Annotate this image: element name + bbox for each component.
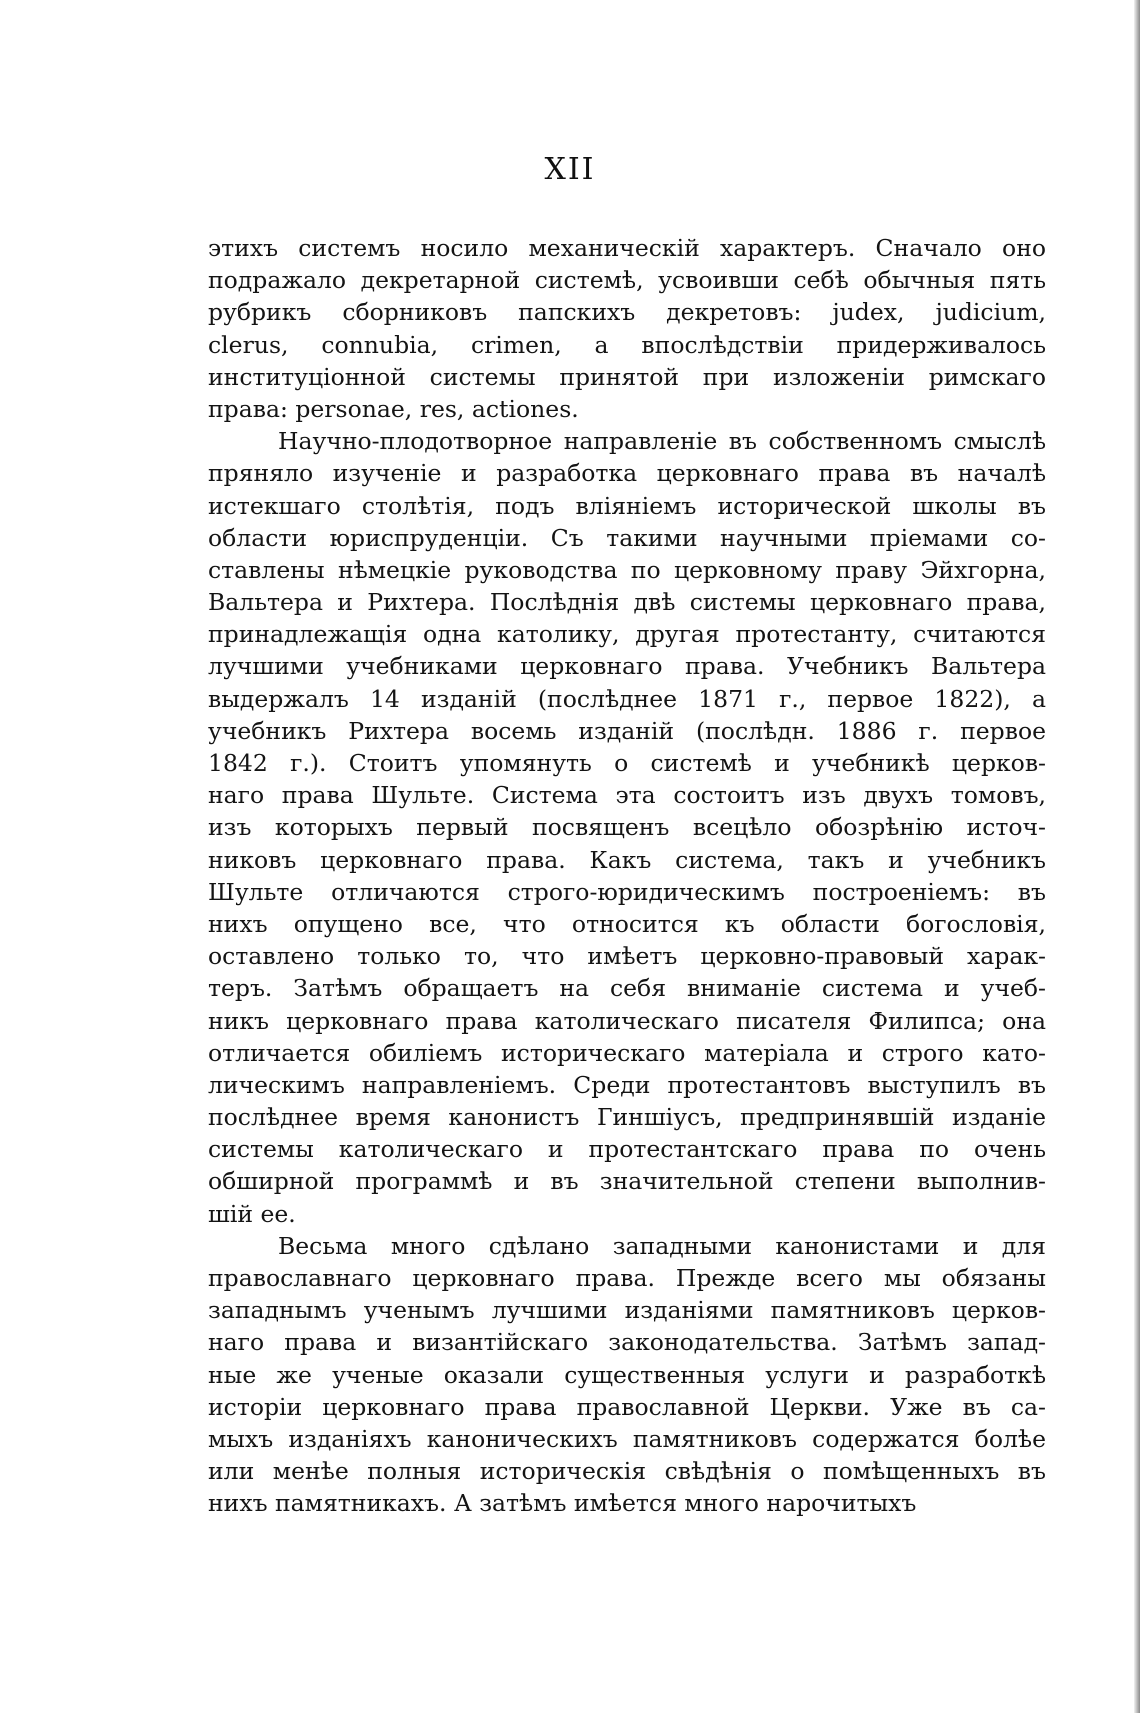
paragraph — [208, 1230, 1046, 1520]
text-line: этихъ системъ носило механическій характеръ. Сначало оно — [208, 234, 1046, 262]
text-line: 1842 г.). Стоитъ упомянуть о системѣ и учебникѣ церков- — [208, 749, 1046, 777]
text-line: ставлены нѣмецкіе руководства по церковному праву Эйхгорна, — [208, 555, 1046, 584]
text-line: мыхъ изданіяхъ каноническихъ памятниковъ содержатся болѣе — [208, 1424, 1046, 1453]
text-line: наго права и византійскаго законодательства. Затѣмъ запад- — [208, 1328, 1046, 1357]
text-line: рубрикъ сборниковъ папскихъ декретовъ: judex, judicium, — [208, 298, 1046, 327]
text-line: теръ. Затѣмъ обращаетъ на себя вниманіе система и учеб- — [208, 974, 1046, 1003]
text-line: Шульте отличаются строго-юридическимъ построеніемъ: въ — [208, 877, 1046, 906]
text-line: отличается обиліемъ историческаго матеріала и строго като- — [208, 1038, 1046, 1067]
text-line: изъ которыхъ первый посвященъ всецѣло обозрѣнію источ- — [208, 813, 1046, 842]
page-text-body — [208, 232, 1046, 1520]
text-line: никовъ церковнаго права. Какъ система, такъ и учебникъ — [208, 845, 1046, 874]
text-line: лучшими учебниками церковнаго права. Учебникъ Вальтера — [208, 652, 1046, 681]
text-line: подражало декретарной системѣ, усвоивши себѣ обычныя пять — [208, 266, 1046, 295]
text-line: ные же ученые оказали существенныя услуги и разработкѣ — [208, 1360, 1046, 1389]
page-number: XII — [544, 152, 596, 187]
text-line: послѣднее время канонистъ Гиншіусъ, предпринявшій изданіе — [208, 1103, 1046, 1132]
text-line: оставлено только то, что имѣетъ церковно-правовый харак- — [208, 942, 1046, 971]
text-line: clerus, connubia, crimen, а впослѣдствіи придерживалось — [208, 330, 1046, 359]
text-line: никъ церковнаго права католическаго писателя Филипса; она — [208, 1006, 1046, 1035]
paragraph — [208, 232, 1046, 425]
text-line: Научно-плодотворное направленіе въ собственномъ смыслѣ — [278, 427, 1046, 456]
text-line: истекшаго столѣтія, подъ вліяніемъ исторической школы въ — [208, 491, 1046, 520]
text-line: лическимъ направленіемъ. Среди протестантовъ выступилъ въ — [208, 1070, 1046, 1099]
text-line: области юриспруденціи. Съ такими научными пріемами со- — [208, 523, 1046, 552]
text-line: учебникъ Рихтера восемь изданій (послѣдн. 1886 г. первое — [208, 716, 1046, 745]
text-line: исторіи церковнаго права православной Церкви. Уже въ са- — [208, 1392, 1046, 1421]
text-line: или менѣе полныя историческія свѣдѣнія о помѣщенныхъ въ — [208, 1457, 1046, 1486]
text-line: пряняло изученіе и разработка церковнаго права въ началѣ — [208, 459, 1046, 488]
page-edge-shadow — [1134, 0, 1140, 1713]
text-line: обширной программѣ и въ значительной степени выполнив- — [208, 1167, 1046, 1196]
text-line: права: personae, res, actiones. — [208, 394, 579, 423]
text-line: наго права Шульте. Система эта состоитъ изъ двухъ томовъ, — [208, 781, 1046, 810]
text-line: институціонной системы принятой при изложеніи римскаго — [208, 362, 1046, 391]
text-line: нихъ памятникахъ. А затѣмъ имѣется много нарочитыхъ — [208, 1489, 917, 1518]
text-line: шій ее. — [208, 1199, 296, 1228]
text-line: нихъ опущено все, что относится къ области богословія, — [208, 909, 1046, 938]
text-line: Весьма много сдѣлано западными канонистами и для — [278, 1231, 1046, 1260]
text-line: принадлежащія одна католику, другая протестанту, считаются — [208, 620, 1046, 649]
text-line: системы католическаго и протестантскаго права по очень — [208, 1135, 1046, 1164]
text-line: выдержалъ 14 изданій (послѣднее 1871 г., первое 1822), а — [208, 684, 1046, 713]
text-line: православнаго церковнаго права. Прежде всего мы обязаны — [208, 1264, 1046, 1292]
paragraph — [208, 425, 1046, 1230]
text-line: Вальтера и Рихтера. Послѣднія двѣ системы церковнаго права, — [208, 588, 1046, 617]
text-line: западнымъ ученымъ лучшими изданіями памятниковъ церков- — [208, 1296, 1046, 1325]
